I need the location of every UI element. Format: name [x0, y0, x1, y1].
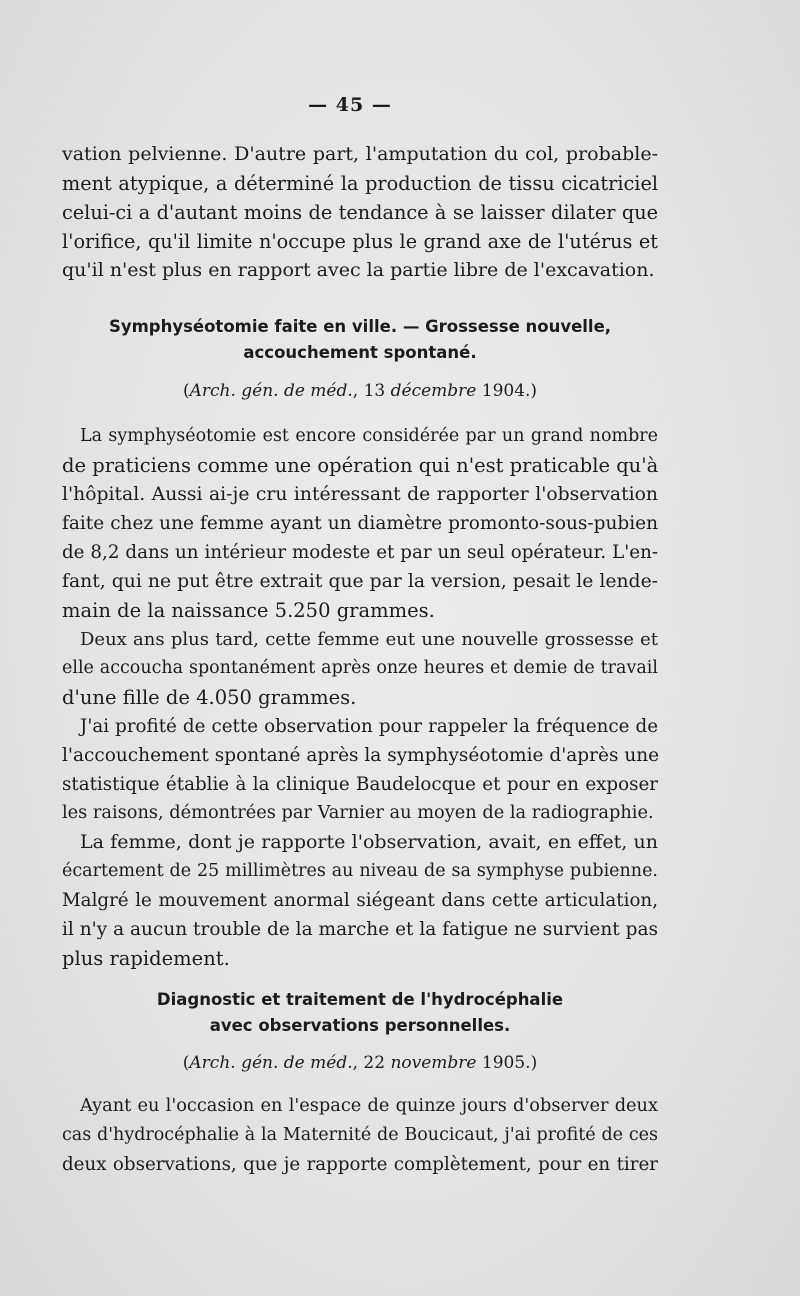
citation-sep: , 22 [352, 1053, 391, 1073]
text-line: Ayant eu l'occasion en l'espace de quinze jours d'observer deux [80, 1096, 658, 1116]
text-line: Malgré le mouvement anormal siégeant dans cette articulation, [62, 890, 658, 911]
text-line: La femme, dont je rapporte l'observation, avait, en effet, un [80, 831, 658, 853]
intro-paragraph [62, 140, 658, 285]
text-line: il n'y a aucun trouble de la marche et la fatigue ne survient pas [62, 919, 658, 940]
text-line: La symphyséotomie est encore considérée par un grand nombre [80, 426, 658, 446]
text-line: deux observations, que je rapporte complètement, pour en tirer [62, 1154, 658, 1175]
text-line: de 8,2 dans un intérieur modeste et par un seul opérateur. L'en- [62, 542, 658, 563]
text-line: J'ai profité de cette observation pour rappeler la fréquence de [80, 716, 658, 737]
text-line: qu'il n'est plus en rapport avec la partie libre de l'excavation. [62, 259, 655, 281]
text-line: de praticiens comme une opération qui n'est praticable qu'à [62, 454, 659, 477]
text-line: faite chez une femme ayant un diamètre promonto-sous-pubien [62, 513, 658, 534]
section-heading-hydrocephalie [62, 987, 658, 1039]
text-line: l'orifice, qu'il limite n'occupe plus le grand axe de l'utérus et [62, 230, 658, 253]
citation-year: 1904.) [476, 381, 538, 401]
citation-journal: Arch. gén. de méd. [189, 1053, 353, 1073]
text-line: vation pelvienne. D'autre part, l'amputation du col, probable- [62, 143, 658, 165]
citation-month: novembre [390, 1053, 477, 1073]
section1-body [62, 422, 658, 973]
text-line: fant, qui ne put être extrait que par la version, pesait le lende- [62, 571, 658, 592]
section-title-line: Symphyséotomie faite en ville. — Grossesse nouvelle, [108, 317, 612, 336]
text-line: statistique établie à la clinique Baudelocque et pour en exposer [62, 774, 658, 795]
citation-sep: , 13 [352, 381, 391, 401]
text-line: celui-ci a d'autant moins de tendance à se laisser dilater que [62, 201, 658, 224]
section-title-line: Diagnostic et traitement de l'hydrocéphalie [156, 990, 564, 1009]
citation-year: 1905.) [476, 1053, 538, 1073]
text-line: main de la naissance 5.250 grammes. [62, 599, 435, 622]
section-heading-symphyseotomie [62, 314, 658, 366]
text-line: l'accouchement spontané après la symphyséotomie d'après une [62, 745, 660, 766]
text-line: les raisons, démontrées par Varnier au moyen de la radiographie. [62, 803, 654, 823]
section-title-line: accouchement spontané. [243, 343, 477, 362]
citation-open: ( [182, 381, 190, 401]
text-line: l'hôpital. Aussi ai-je cru intéressant de rapporter l'observation [62, 484, 658, 505]
section-citation [62, 1050, 658, 1076]
citation-journal: Arch. gén. de méd. [189, 381, 353, 401]
section-citation [62, 378, 658, 404]
section2-body [62, 1092, 658, 1179]
text-line: d'une fille de 4.050 grammes. [62, 686, 357, 709]
citation-month: décembre [390, 381, 477, 401]
text-line: elle accoucha spontanément après onze heures et demie de travail [62, 658, 658, 678]
page-number: — 45 — [308, 94, 392, 116]
text-line: ment atypique, a déterminé la production de tissu cicatriciel [62, 172, 658, 195]
citation-open: ( [182, 1053, 190, 1073]
text-line: cas d'hydrocéphalie à la Maternité de Boucicaut, j'ai profité de ces [62, 1125, 658, 1145]
text-line: écartement de 25 millimètres au niveau de sa symphyse pubienne. [62, 861, 658, 881]
section-title-line: avec observations personnelles. [209, 1016, 511, 1035]
text-line: Deux ans plus tard, cette femme eut une nouvelle grossesse et [80, 629, 658, 650]
text-line: plus rapidement. [62, 947, 230, 970]
